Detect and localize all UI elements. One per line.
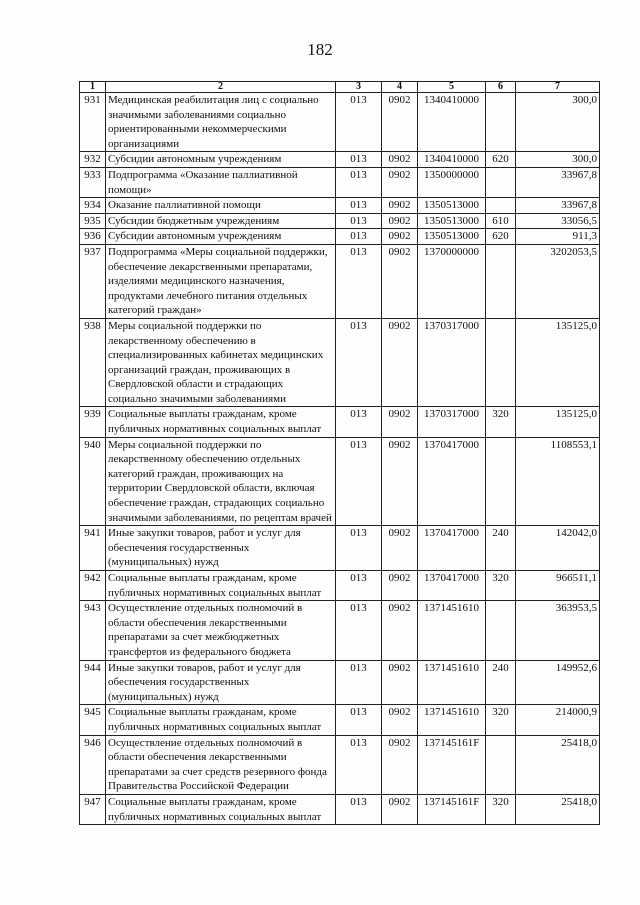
row-expense-type: 320: [486, 794, 516, 824]
header-col-2: 2: [106, 82, 336, 93]
row-number: 935: [80, 213, 106, 229]
row-ministry-code: 013: [336, 244, 382, 318]
row-section-code: 0902: [382, 437, 418, 526]
row-section-code: 0902: [382, 167, 418, 197]
row-section-code: 0902: [382, 93, 418, 152]
row-number: 939: [80, 407, 106, 437]
row-amount: 33056,5: [516, 213, 600, 229]
row-amount: 966511,1: [516, 571, 600, 601]
row-expense-type: [486, 437, 516, 526]
row-expense-type: [486, 318, 516, 407]
table-row: [80, 198, 600, 214]
row-ministry-code: 013: [336, 735, 382, 794]
row-number: 941: [80, 526, 106, 571]
row-amount: 33967,8: [516, 198, 600, 214]
row-ministry-code: 013: [336, 794, 382, 824]
row-name: Иные закупки товаров, работ и услуг для обеспечения государственных (муниципальных) нужд: [106, 526, 336, 571]
row-ministry-code: 013: [336, 213, 382, 229]
row-expense-type: 240: [486, 660, 516, 705]
row-target-code: 1350513000: [418, 213, 486, 229]
row-target-code: 1350000000: [418, 167, 486, 197]
row-section-code: 0902: [382, 601, 418, 660]
row-name: Иные закупки товаров, работ и услуг для обеспечения государственных (муниципальных) нужд: [106, 660, 336, 705]
row-ministry-code: 013: [336, 229, 382, 245]
row-section-code: 0902: [382, 735, 418, 794]
row-name: Социальные выплаты гражданам, кроме публичных нормативных социальных выплат: [106, 705, 336, 735]
row-ministry-code: 013: [336, 167, 382, 197]
row-number: 944: [80, 660, 106, 705]
row-name: Меры социальной поддержки по лекарственному обеспечению в специализированных кабинетах медицинских организаций граждан, проживающих в Свердловской области и страдающих социально значимыми заболеваниями: [106, 318, 336, 407]
row-amount: 135125,0: [516, 318, 600, 407]
row-expense-type: [486, 167, 516, 197]
row-ministry-code: 013: [336, 93, 382, 152]
row-expense-type: 320: [486, 705, 516, 735]
table-row: [80, 93, 600, 152]
row-expense-type: 320: [486, 571, 516, 601]
row-expense-type: 240: [486, 526, 516, 571]
row-target-code: 1371451610: [418, 705, 486, 735]
row-amount: 25418,0: [516, 735, 600, 794]
row-section-code: 0902: [382, 318, 418, 407]
row-section-code: 0902: [382, 407, 418, 437]
row-target-code: 1340410000: [418, 93, 486, 152]
row-number: 943: [80, 601, 106, 660]
table-row: [80, 735, 600, 794]
header-col-4: 4: [382, 82, 418, 93]
row-ministry-code: 013: [336, 571, 382, 601]
table-row: [80, 794, 600, 824]
row-name: Медицинская реабилитация лиц с социально значимыми заболеваниями социально ориентированными некоммерческими организациями: [106, 93, 336, 152]
table-row: [80, 152, 600, 168]
row-name: Осуществление отдельных полномочий в области обеспечения лекарственными препаратами за счет средств резервного фонда Правительства Российской Федерации: [106, 735, 336, 794]
row-number: 947: [80, 794, 106, 824]
row-number: 940: [80, 437, 106, 526]
row-amount: 135125,0: [516, 407, 600, 437]
row-section-code: 0902: [382, 526, 418, 571]
table-header: [80, 82, 600, 93]
row-expense-type: 620: [486, 229, 516, 245]
row-ministry-code: 013: [336, 526, 382, 571]
row-ministry-code: 013: [336, 660, 382, 705]
row-amount: 142042,0: [516, 526, 600, 571]
row-name: Оказание паллиативной помощи: [106, 198, 336, 214]
row-number: 936: [80, 229, 106, 245]
table-row: [80, 437, 600, 526]
header-col-3: 3: [336, 82, 382, 93]
table-row: [80, 526, 600, 571]
row-expense-type: [486, 601, 516, 660]
row-name: Субсидии бюджетным учреждениям: [106, 213, 336, 229]
budget-table: [79, 81, 600, 825]
row-expense-type: 610: [486, 213, 516, 229]
row-target-code: 1371451610: [418, 601, 486, 660]
row-amount: 363953,5: [516, 601, 600, 660]
table-row: [80, 213, 600, 229]
row-target-code: 1370317000: [418, 318, 486, 407]
row-name: Субсидии автономным учреждениям: [106, 229, 336, 245]
row-expense-type: [486, 93, 516, 152]
row-number: 932: [80, 152, 106, 168]
row-target-code: 1370317000: [418, 407, 486, 437]
row-ministry-code: 013: [336, 198, 382, 214]
row-ministry-code: 013: [336, 152, 382, 168]
row-name: Социальные выплаты гражданам, кроме публичных нормативных социальных выплат: [106, 794, 336, 824]
row-section-code: 0902: [382, 244, 418, 318]
table-row: [80, 167, 600, 197]
row-amount: 33967,8: [516, 167, 600, 197]
row-target-code: 1371451610: [418, 660, 486, 705]
row-expense-type: 320: [486, 407, 516, 437]
table-row: [80, 571, 600, 601]
table-row: [80, 705, 600, 735]
row-number: 945: [80, 705, 106, 735]
row-expense-type: [486, 244, 516, 318]
row-number: 931: [80, 93, 106, 152]
row-section-code: 0902: [382, 152, 418, 168]
row-ministry-code: 013: [336, 437, 382, 526]
row-amount: 214000,9: [516, 705, 600, 735]
row-ministry-code: 013: [336, 705, 382, 735]
row-name: Осуществление отдельных полномочий в области обеспечения лекарственными препаратами за счет межбюджетных трансфертов из федерального бюджета: [106, 601, 336, 660]
row-name: Подпрограмма «Меры социальной поддержки, обеспечение лекарственными препаратами, изделиями медицинского назначения, продуктами лечебного питания отдельных категорий граждан»: [106, 244, 336, 318]
row-number: 937: [80, 244, 106, 318]
row-section-code: 0902: [382, 229, 418, 245]
row-name: Социальные выплаты гражданам, кроме публичных нормативных социальных выплат: [106, 571, 336, 601]
row-amount: 3202053,5: [516, 244, 600, 318]
table-row: [80, 407, 600, 437]
row-expense-type: 620: [486, 152, 516, 168]
row-amount: 300,0: [516, 93, 600, 152]
table-row: [80, 660, 600, 705]
row-ministry-code: 013: [336, 318, 382, 407]
row-section-code: 0902: [382, 660, 418, 705]
row-name: Субсидии автономным учреждениям: [106, 152, 336, 168]
row-number: 938: [80, 318, 106, 407]
row-section-code: 0902: [382, 705, 418, 735]
row-target-code: 1340410000: [418, 152, 486, 168]
row-amount: 1108553,1: [516, 437, 600, 526]
row-ministry-code: 013: [336, 601, 382, 660]
row-number: 933: [80, 167, 106, 197]
row-number: 946: [80, 735, 106, 794]
header-col-5: 5: [418, 82, 486, 93]
row-expense-type: [486, 735, 516, 794]
row-amount: 300,0: [516, 152, 600, 168]
page-number: 182: [307, 40, 333, 59]
row-target-code: 1350513000: [418, 198, 486, 214]
row-target-code: 1370417000: [418, 437, 486, 526]
row-target-code: 1370417000: [418, 526, 486, 571]
table-row: [80, 244, 600, 318]
row-section-code: 0902: [382, 213, 418, 229]
header-col-1: 1: [80, 82, 106, 93]
row-expense-type: [486, 198, 516, 214]
table-row: [80, 229, 600, 245]
header-col-7: 7: [516, 82, 600, 93]
row-target-code: 1370000000: [418, 244, 486, 318]
table-row: [80, 318, 600, 407]
row-section-code: 0902: [382, 571, 418, 601]
row-target-code: 137145161F: [418, 794, 486, 824]
table-row: [80, 601, 600, 660]
row-ministry-code: 013: [336, 407, 382, 437]
row-name: Подпрограмма «Оказание паллиативной помощи»: [106, 167, 336, 197]
row-section-code: 0902: [382, 198, 418, 214]
table-body: [80, 93, 600, 825]
row-number: 934: [80, 198, 106, 214]
row-section-code: 0902: [382, 794, 418, 824]
row-number: 942: [80, 571, 106, 601]
row-name: Социальные выплаты гражданам, кроме публичных нормативных социальных выплат: [106, 407, 336, 437]
row-target-code: 137145161F: [418, 735, 486, 794]
row-target-code: 1350513000: [418, 229, 486, 245]
row-target-code: 1370417000: [418, 571, 486, 601]
row-amount: 911,3: [516, 229, 600, 245]
header-col-6: 6: [486, 82, 516, 93]
row-amount: 25418,0: [516, 794, 600, 824]
row-amount: 149952,6: [516, 660, 600, 705]
row-name: Меры социальной поддержки по лекарственному обеспечению отдельных категорий граждан, проживающих на территории Свердловской области, включая обеспечение граждан, страдающих социально значимыми заболеваниями, по рецептам врачей: [106, 437, 336, 526]
